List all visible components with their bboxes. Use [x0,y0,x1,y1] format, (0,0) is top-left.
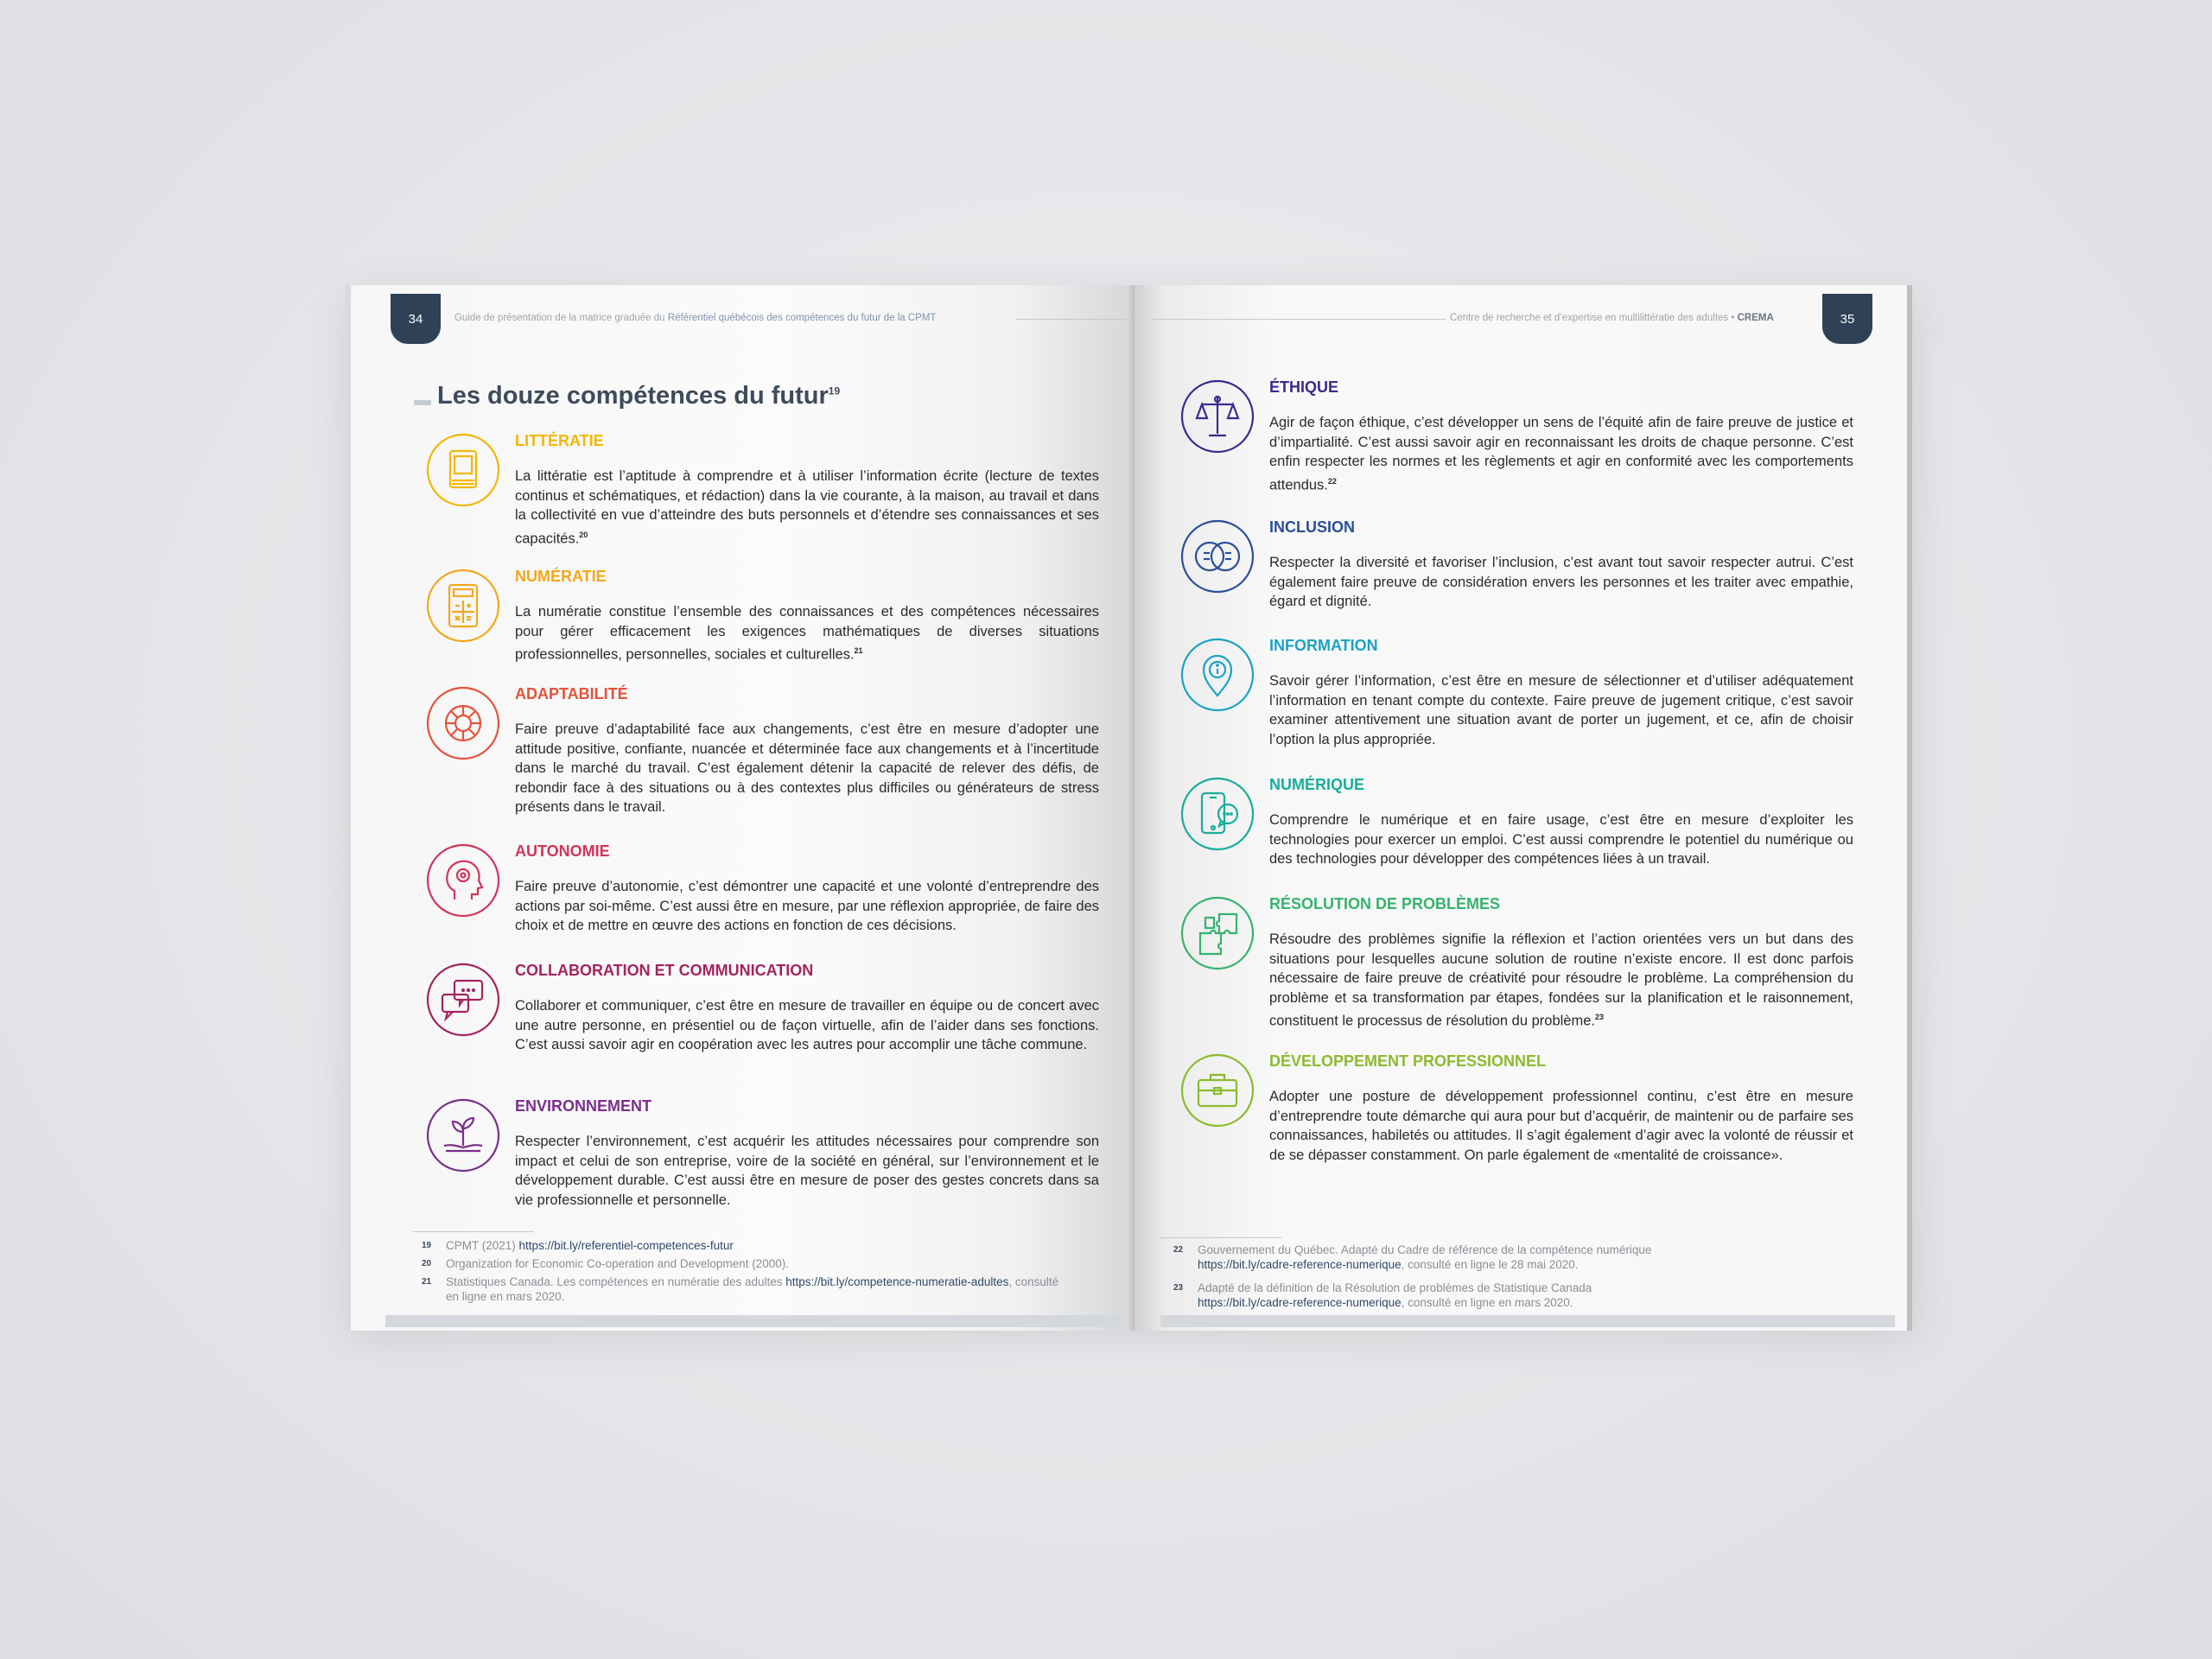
competency-name: INFORMATION [1269,637,1378,654]
competency-name: ÉTHIQUE [1269,378,1339,396]
page-number-tab [391,294,441,344]
footnote-number: 21 [422,1277,432,1287]
footnote-text [1198,1243,1651,1272]
footnote-23 [1173,1281,1882,1312]
left-page [346,285,1135,1331]
right-page [1135,285,1912,1331]
competency-description [515,1132,1099,1210]
competency-description [1269,810,1853,869]
footnote-20 [422,1256,1113,1272]
description-text: Collaborer et communiquer, c’est être en mesure de travailler en équipe ou de concert avec une autre personne, en présentiel ou de façon virtuelle, afin de l’aider dans ses fonctions. C’est aussi savoir agir en coopération avec les autres pour accomplir une tâche commune. [515,998,1099,1052]
competency-name: COLLABORATION ET COMMUNICATION [515,962,814,979]
page-number: 35 [1840,311,1855,327]
description-text: Faire preuve d’autonomie, c’est démontrer une capacité et une volonté d’entreprendre des actions par soi-même. C’est aussi être en mesure, par une réflexion appropriée, de faire des choix et de mettre en œuvre des actions en fonction de ces décisions. [515,879,1099,933]
info-pin-icon [1179,637,1255,713]
competency-name: ENVIRONNEMENT [515,1097,652,1115]
chat-bubbles-icon [425,962,501,1038]
page-edge [1160,1315,1895,1327]
header-rule [1016,319,1135,320]
title-marker [414,400,431,405]
running-head-accent: Référentiel québécois des compétences du futur de la CPMT [667,313,937,323]
competency-name: NUMÉRATIE [515,568,607,585]
footnote-consulted: , consulté en ligne en mars 2020. [446,1275,1059,1303]
competency-name: DÉVELOPPEMENT PROFESSIONNEL [1269,1052,1547,1070]
description-text: Respecter l’environnement, c’est acquérir les attitudes nécessaires pour comprendre son impact et celui de son entreprise, voire de la société en général, sur l’environnement et le développement durable. C’est aussi être en mesure de poser des gestes concrets dans sa vie professionnelle et personnelle. [515,1134,1099,1208]
head-target-icon [425,842,501,918]
calculator-icon [425,568,501,644]
plant-hand-icon [425,1097,501,1173]
footnote-ref: 23 [1594,1013,1604,1021]
footnote-source: Statistiques Canada. Les compétences en numératie des adultes [446,1275,783,1288]
footnote-ref: 20 [579,530,588,539]
footnote-ref: 22 [1327,476,1337,486]
competency-name: NUMÉRIQUE [1269,776,1365,793]
footnote-consulted: , consulté en ligne le 28 mai 2020. [1401,1258,1579,1271]
briefcase-icon [1179,1052,1255,1128]
footnote-number: 22 [1173,1245,1184,1255]
footnote-21 [422,1274,1113,1306]
competency-description [515,720,1099,817]
page-number-tab [1822,294,1872,344]
page-number: 34 [408,311,423,327]
footnote-rule [413,1231,534,1232]
competency-name: ADAPTABILITÉ [515,685,628,702]
description-text: Agir de façon éthique, c’est développer un sens de l’équité afin de faire preuve de justice et d’impartialité. C’est aussi savoir agir en reconnaissant les droits de chaque personne. C’est enfin respecter les normes et les règlements et agir en conformité avec les comportements attendus. [1269,415,1853,493]
competency-description [1269,553,1853,612]
page-edge [385,1315,1120,1327]
overlapping-circles-icon [1179,518,1255,594]
competency-description [1269,930,1853,1031]
competency-name: AUTONOMIE [515,842,610,860]
footnote-link[interactable]: https://bit.ly/cadre-reference-numerique [1198,1296,1402,1309]
footnote-source: Gouvernement du Québec. Adapté du Cadre de référence de la compétence numérique [1198,1243,1652,1256]
footnote-text [1198,1281,1592,1310]
footnote-ref: 21 [854,646,863,655]
description-text: Savoir gérer l’information, c’est être en mesure de sélectionner et d’utiliser adéquatement l’information en tenant compte du contexte. Faire preuve de jugement critique, c’est savoir examiner attentivement une situation avant de porter un jugement, et ce, afin de choisir l’option la plus appropriée. [1269,673,1853,747]
description-text: Résoudre des problèmes signifie la réflexion et l’action orientées vers un but dans des situations pour lesquelles aucune solution de routine n’existe encore. Il est donc parfois nécessaire de faire preuve de créativité pour résoudre le problème. La compréhension du problème et sa transformation par étapes, fondées sur la planification et le raisonnement, constituent le processus de résolution du problème. [1269,931,1853,1029]
competency-name: LITTÉRATIE [515,432,604,449]
footnote-link[interactable]: https://bit.ly/referentiel-competences-futur [518,1239,734,1252]
description-text: Respecter la diversité et favoriser l’inclusion, c’est avant tout savoir respecter autrui. C’est également faire preuve de considération envers les personnes et les traiter avec empathie, égard et dignité. [1269,555,1853,609]
footnote-source: CPMT (2021) [446,1239,516,1252]
footnote-link[interactable]: https://bit.ly/cadre-reference-numerique [1198,1258,1402,1271]
running-head [1450,313,1774,323]
competency-description [515,467,1099,549]
footnote-number: 23 [1173,1283,1184,1293]
scales-icon [1179,378,1255,454]
footnote-link[interactable]: https://bit.ly/competence-numeratie-adultes [785,1275,1009,1288]
running-head-prefix: Guide de présentation de la matrice graduée du [454,313,665,323]
running-head-prefix: Centre de recherche et d’expertise en multilittératie des adultes • [1450,313,1735,323]
footnote-text [446,1238,734,1253]
footnote-number: 20 [422,1259,432,1268]
brain-gear-icon [425,685,501,761]
description-text: La numératie constitue l’ensemble des connaissances et des compétences nécessaires pour gérer efficacement les exigences mathématiques de diverses situations professionnelles, personnelles, sociales et culturelles. [515,604,1099,663]
running-head [454,313,936,323]
page-title [437,382,840,410]
competency-description [515,877,1099,936]
competency-description [1269,1087,1853,1165]
description-text: Adopter une posture de développement professionnel continu, c’est être en mesure d’entreprendre toute démarche qui aura pour but d’acquérir, de maintenir ou de parfaire ses connaissances, habiletés ou attitudes. Il s’agit également d’agir avec la volonté de réussir et de se dépasser constamment. On parle également de «mentalité de croissance». [1269,1089,1853,1163]
book-icon [425,432,501,508]
footnote-consulted: , consulté en ligne en mars 2020. [1401,1296,1573,1309]
footnote-text: Organization for Economic Co-operation and Development (2000). [446,1257,789,1270]
header-rule [1152,319,1446,320]
title-footnote-ref: 19 [828,385,841,397]
competency-description [1269,413,1853,495]
footnote-text [446,1274,1068,1304]
footnote-22 [1173,1243,1882,1274]
footnote-number: 19 [422,1241,432,1250]
description-text: La littératie est l’aptitude à comprendre et à utiliser l’information écrite (lecture de textes continus et schématiques, et rédaction) dans la vie courante, à la maison, au travail et dans la collectivité en vue d’atteindre des buts personnels et d’étendre ses connaissances et ses capacités. [515,468,1099,546]
competency-description [515,602,1099,664]
puzzle-icon [1179,895,1255,971]
page-title-text: Les douze compétences du futur [437,382,829,410]
competency-name: INCLUSION [1269,518,1355,536]
competency-name: RÉSOLUTION DE PROBLÈMES [1269,895,1501,912]
competency-description [1269,671,1853,749]
competency-description [515,996,1099,1055]
footnote-rule [1160,1237,1281,1238]
running-head-brand: CREMA [1737,313,1774,323]
footnote-19 [422,1238,1113,1254]
description-text: Faire preuve d’adaptabilité face aux changements, c’est être en mesure d’adopter une attitude positive, confiante, nuancée et déterminée face aux changements et à l’incertitude dans le marché du travail. C’est également détenir la capacité de relever des défis, de rebondir face à des situations ou à des contextes plus difficiles ou générateurs de stress présents dans le travail. [515,721,1099,815]
smartphone-chat-icon [1179,776,1255,852]
footnote-source: Adapté de la définition de la Résolution de problèmes de Statistique Canada [1198,1281,1592,1294]
description-text: Comprendre le numérique et en faire usage, c’est être en mesure d’exploiter les technologies pour exercer un emploi. C’est aussi comprendre le potentiel du numérique ou des technologies pour développer des compétences liées à un travail. [1269,812,1853,867]
